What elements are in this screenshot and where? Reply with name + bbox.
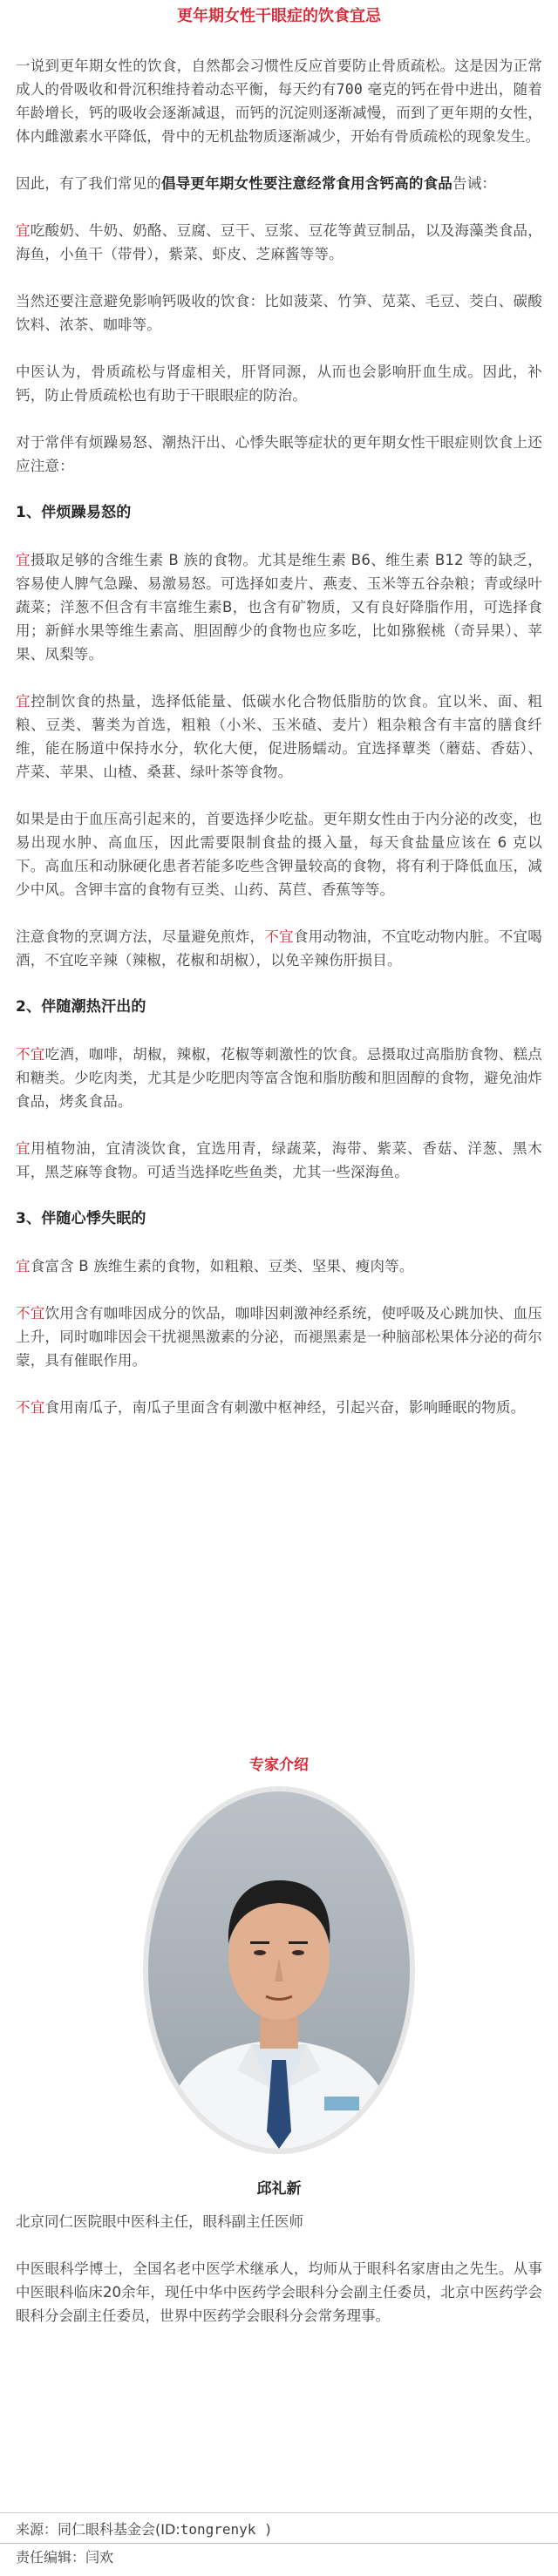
expert-photo [140,1783,418,2158]
section-heading: 1、伴烦躁易怒的 [16,504,132,521]
divider [0,2512,558,2513]
article-title: 更年期女性干眼症的饮食宜忌 [177,7,381,25]
divider [0,2543,558,2544]
paragraph: 当然还要注意避免影响钙吸收的饮食：比如菠菜、竹笋、苋菜、毛豆、茭白、碳酸饮料、浓茶、咖啡等。 [16,293,542,333]
expert-section-title: 专家介绍 [249,1757,309,1774]
section-heading: 2、伴随潮热汗出的 [16,998,146,1016]
portrait-image [140,1783,418,2158]
paragraph: 中医认为，骨质疏松与肾虚相关，肝肾同源，从而也会影响肝血生成。因此，补钙，防止骨质疏松也有助于干眼眼症的防治。 [16,364,542,404]
expert-position: 北京同仁医院眼中医科主任，眼科副主任医师 [16,2213,303,2230]
section-heading: 3、伴随心悸失眠的 [16,1210,146,1227]
expert-name: 邱礼新 [256,2180,302,2198]
expert-bio [16,2210,542,2351]
expert-description: 中医眼科学博士，全国名老中医学术继承人，均师从于眼科名家唐由之先生。从事中医眼科临床20余年，现任中华中医药学会眼科分会副主任委员，北京中医药学会眼科分会副主任委员，世界中医药学会眼科分会常务理事。 [16,2260,542,2324]
paragraph: 不宜饮用含有咖啡因成分的饮品，咖啡因刺激神经系统，使呼吸及心跳加快、血压上升，同时咖啡因会干扰褪黑激素的分泌，而褪黑素是一种脑部松果体分泌的荷尔蒙，具有催眠作用。 [16,1305,542,1369]
editor-line: 责任编辑：闫欢 [16,2549,114,2566]
paragraph: 因此，有了我们常见的倡导更年期女性要注意经常食用含钙高的食品告诫： [16,175,497,192]
paragraph: 一说到更年期女性的饮食，自然都会习惯性反应首要防止骨质疏松。这是因为正常成人的骨吸收和骨沉积维持着动态平衡，每天约有700 毫克的钙在骨中进出，随着年龄增长，钙的吸收会逐渐减退，而钙的沉淀则逐渐减慢，而到了更年期的女性，体内雌激素水平降低，骨中的无机盐物质逐渐减少，开始有骨质疏松的现象发生。 [16,58,542,145]
article-body [16,54,542,1443]
paragraph: 对于常伴有烦躁易怒、潮热汗出、心悸失眠等症状的更年期女性干眼症则饮食上还应注意： [16,434,542,474]
paragraph: 宜吃酸奶、牛奶、奶酪、豆腐、豆干、豆浆、豆花等黄豆制品，以及海藻类食品，海鱼，小鱼干（带骨），紫菜、虾皮、芝麻酱等等。 [16,222,542,262]
paragraph: 宜摄取足够的含维生素 B 族的食物。尤其是维生素 B6、维生素 B12 等的缺乏，容易使人脾气急躁、易激易怒。可选择如麦片、燕麦、玉米等五谷杂粮；青或绿叶蔬菜；洋葱不但含有丰富维生素B，也含有矿物质，又有良好降脂作用，可选择食用；新鲜水果等维生素高、胆固醇少的食物也应多吃，比如猕猴桃（奇异果）、苹果、凤梨等。 [16,552,542,663]
paragraph: 注意食物的烹调方法，尽量避免煎炸，不宜食用动物油，不宜吃动物内脏。不宜喝酒，不宜吃辛辣（辣椒，花椒和胡椒），以免辛辣伤肝损目。 [16,928,542,969]
paragraph: 宜食富含 B 族维生素的食物，如粗粮、豆类、坚果、瘦肉等。 [16,1258,414,1274]
paragraph: 宜控制饮食的热量，选择低能量、低碳水化合物低脂肪的饮食。宜以米、面、粗粮、豆类、薯类为首选，粗粮（小米、玉米碴、麦片）粗杂粮含有丰富的膳食纤维，能在肠道中保持水分，软化大便，促进肠蠕动。宜选择蕈类（蘑菇、香菇）、芹菜、苹果、山楂、桑葚、绿叶茶等食物。 [16,693,542,780]
paragraph: 不宜吃酒，咖啡，胡椒，辣椒，花椒等刺激性的饮食。忌摄取过高脂肪食物、糕点和糖类。少吃肉类，尤其是少吃肥肉等富含饱和脂肪酸和胆固醇的食物，避免油炸食品，烤炙食品。 [16,1046,542,1110]
paragraph: 如果是由于血压高引起来的，首要选择少吃盐。更年期女性由于内分泌的改变，也易出现水肿、高血压，因此需要限制食盐的摄入量，每天食盐量应该在 6 克以下。高血压和动脉硬化患者若能多吃些含钾量较高的食物，将有利于降低血压，减少中风。含钾丰富的食物有豆类、山药、莴苣、香蕉等等。 [16,811,542,898]
paragraph: 宜用植物油，宜清淡饮食，宜选用青，绿蔬菜，海带、紫菜、香菇、洋葱、黑木耳，黑芝麻等食物。可适当选择吃些鱼类，尤其一些深海鱼。 [16,1140,542,1180]
paragraph: 不宜食用南瓜子，南瓜子里面含有刺激中枢神经，引起兴奋，影响睡眠的物质。 [16,1399,526,1416]
source-line: 来源：同仁眼科基金会(ID:tongrenyk ) [16,2521,273,2538]
